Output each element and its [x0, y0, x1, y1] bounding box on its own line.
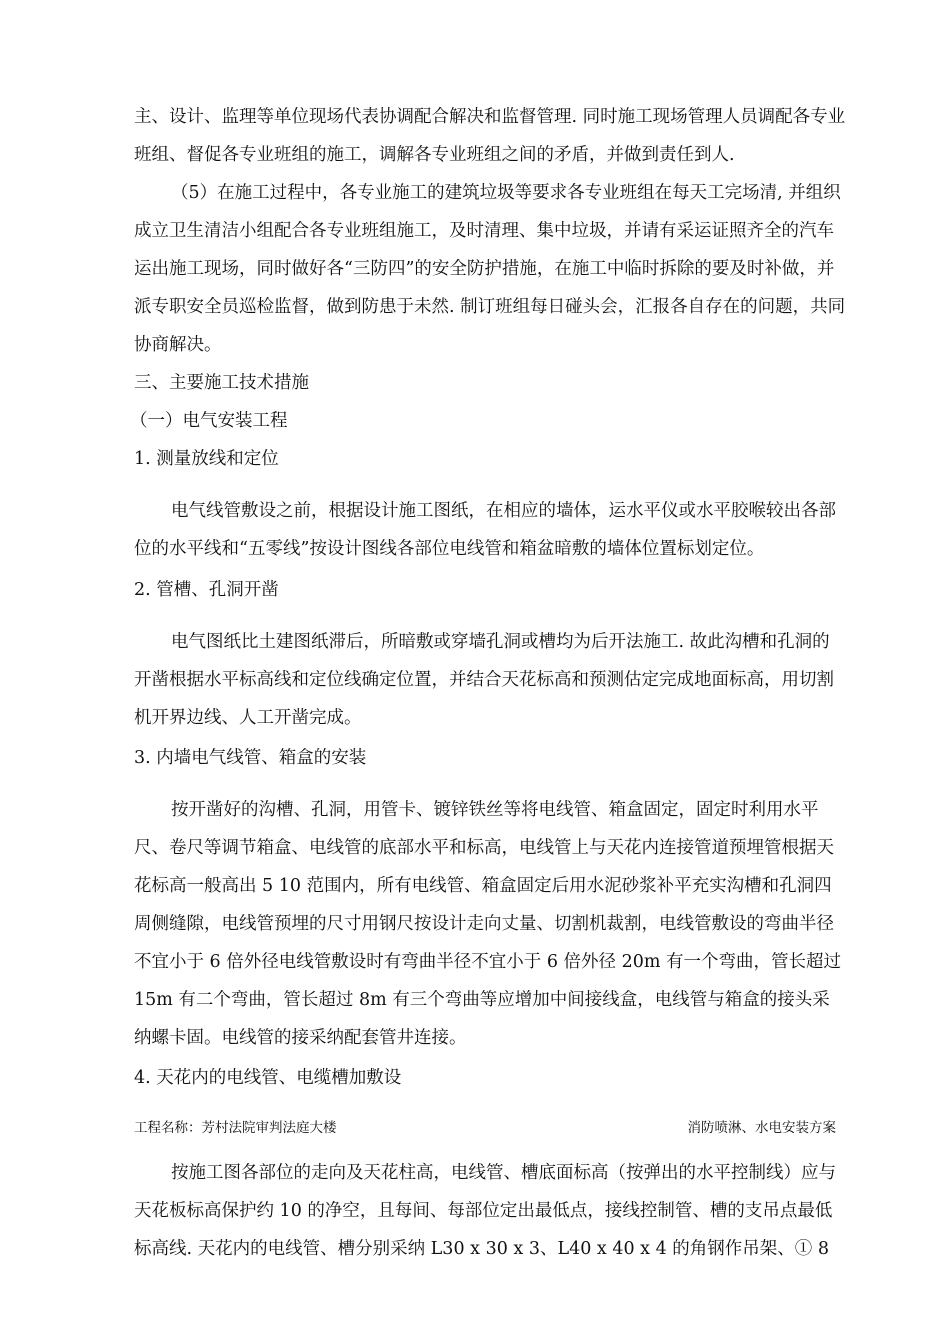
paragraph-slotting: 电气图纸比土建图纸滞后，所暗敷或穿墙孔洞或槽均为后开法施工. 故此沟槽和孔洞的开凿根据水平标高线和定位线确定位置，并结合天花标高和预测估定完成地面标高，用切割机开界边线、人工开凿完成。 — [134, 632, 834, 728]
paragraph-survey: 电气线管敷设之前，根据设计施工图纸，在相应的墙体，运水平仪或水平胶喉较出各部位的水平线和“五零线”按设计图线各部位电线管和箱盆暗敷的墙体位置标划定位。 — [134, 501, 836, 559]
footer-project-name: 工程名称：芳村法院审判法庭大楼 — [134, 1120, 337, 1136]
item-heading-ceiling-conduit: 4. 天花内的电线管、电缆槽加敷设 — [134, 1068, 402, 1088]
item-heading-survey: 1. 测量放线和定位 — [134, 449, 279, 469]
paragraph-construction-waste: （5）在施工过程中，各专业施工的建筑垃圾等要求各专业班组在每天工完场清, 并组织成立卫生清洁小组配合各专业班组施工，及时清理、集中垃圾，并请有采运证照齐全的汽车运出施工现场，同时做好各“三防四”的安全防护措施，在施工中临时拆除的要及时补做，并派专职安全员巡检监督，做到防患于未然. 制订班组每日碰头会，汇报各自存在的问题，共同协商解决。 — [134, 183, 846, 355]
subsection-heading-electrical: （一）电气安装工程 — [130, 411, 288, 431]
item-heading-slotting: 2. 管槽、孔洞开凿 — [134, 580, 279, 600]
item-heading-conduit-install: 3. 内墙电气线管、箱盒的安装 — [134, 748, 367, 768]
section-heading-technical-measures: 三、主要施工技术措施 — [134, 373, 309, 393]
paragraph-coordination: 主、设计、监理等单位现场代表协调配合解决和监督管理. 同时施工现场管理人员调配各专业班组、督促各专业班组的施工，调解各专业班组之间的矛盾，并做到责任到人. — [134, 107, 846, 165]
paragraph-conduit-install: 按开凿好的沟槽、孔洞，用管卡、镀锌铁丝等将电线管、箱盒固定，固定时利用水平尺、卷尺等调节箱盒、电线管的底部水平和标高，电线管上与天花内连接管道预埋管根据天花标高一般高出 5 10 范围内，所有电线管、箱盒固定后用水泥砂浆补平充实沟槽和孔洞四周侧缝隙，电线管预埋的尺寸用钢尺按设计走向丈量、切割机裁割，电线管敷设的弯曲半径不宜小于 6 倍外径电线管敷设时有弯曲半径不宜小于 6 倍外径 20m 有一个弯曲，管长超过 15m 有二个弯曲，管长超过 8m 有三个弯曲等应增加中间接线盒，电线管与箱盒的接头采纳螺卡固。电线管的接采纳配套管井连接。 — [134, 800, 842, 1048]
footer-document-title: 消防喷淋、水电安装方案 — [687, 1120, 836, 1136]
paragraph-ceiling-conduit: 按施工图各部位的走向及天花柱高，电线管、槽底面标高（按弹出的水平控制线）应与天花板标高保护约 10 的净空，且每间、每部位定出最低点，接线控制管、槽的支吊点最低标高线. 天花内的电线管、槽分别采纳 L30 x 30 x 3、L40 x 40 x 4 的角钢作吊架、① 8 — [134, 1163, 836, 1259]
